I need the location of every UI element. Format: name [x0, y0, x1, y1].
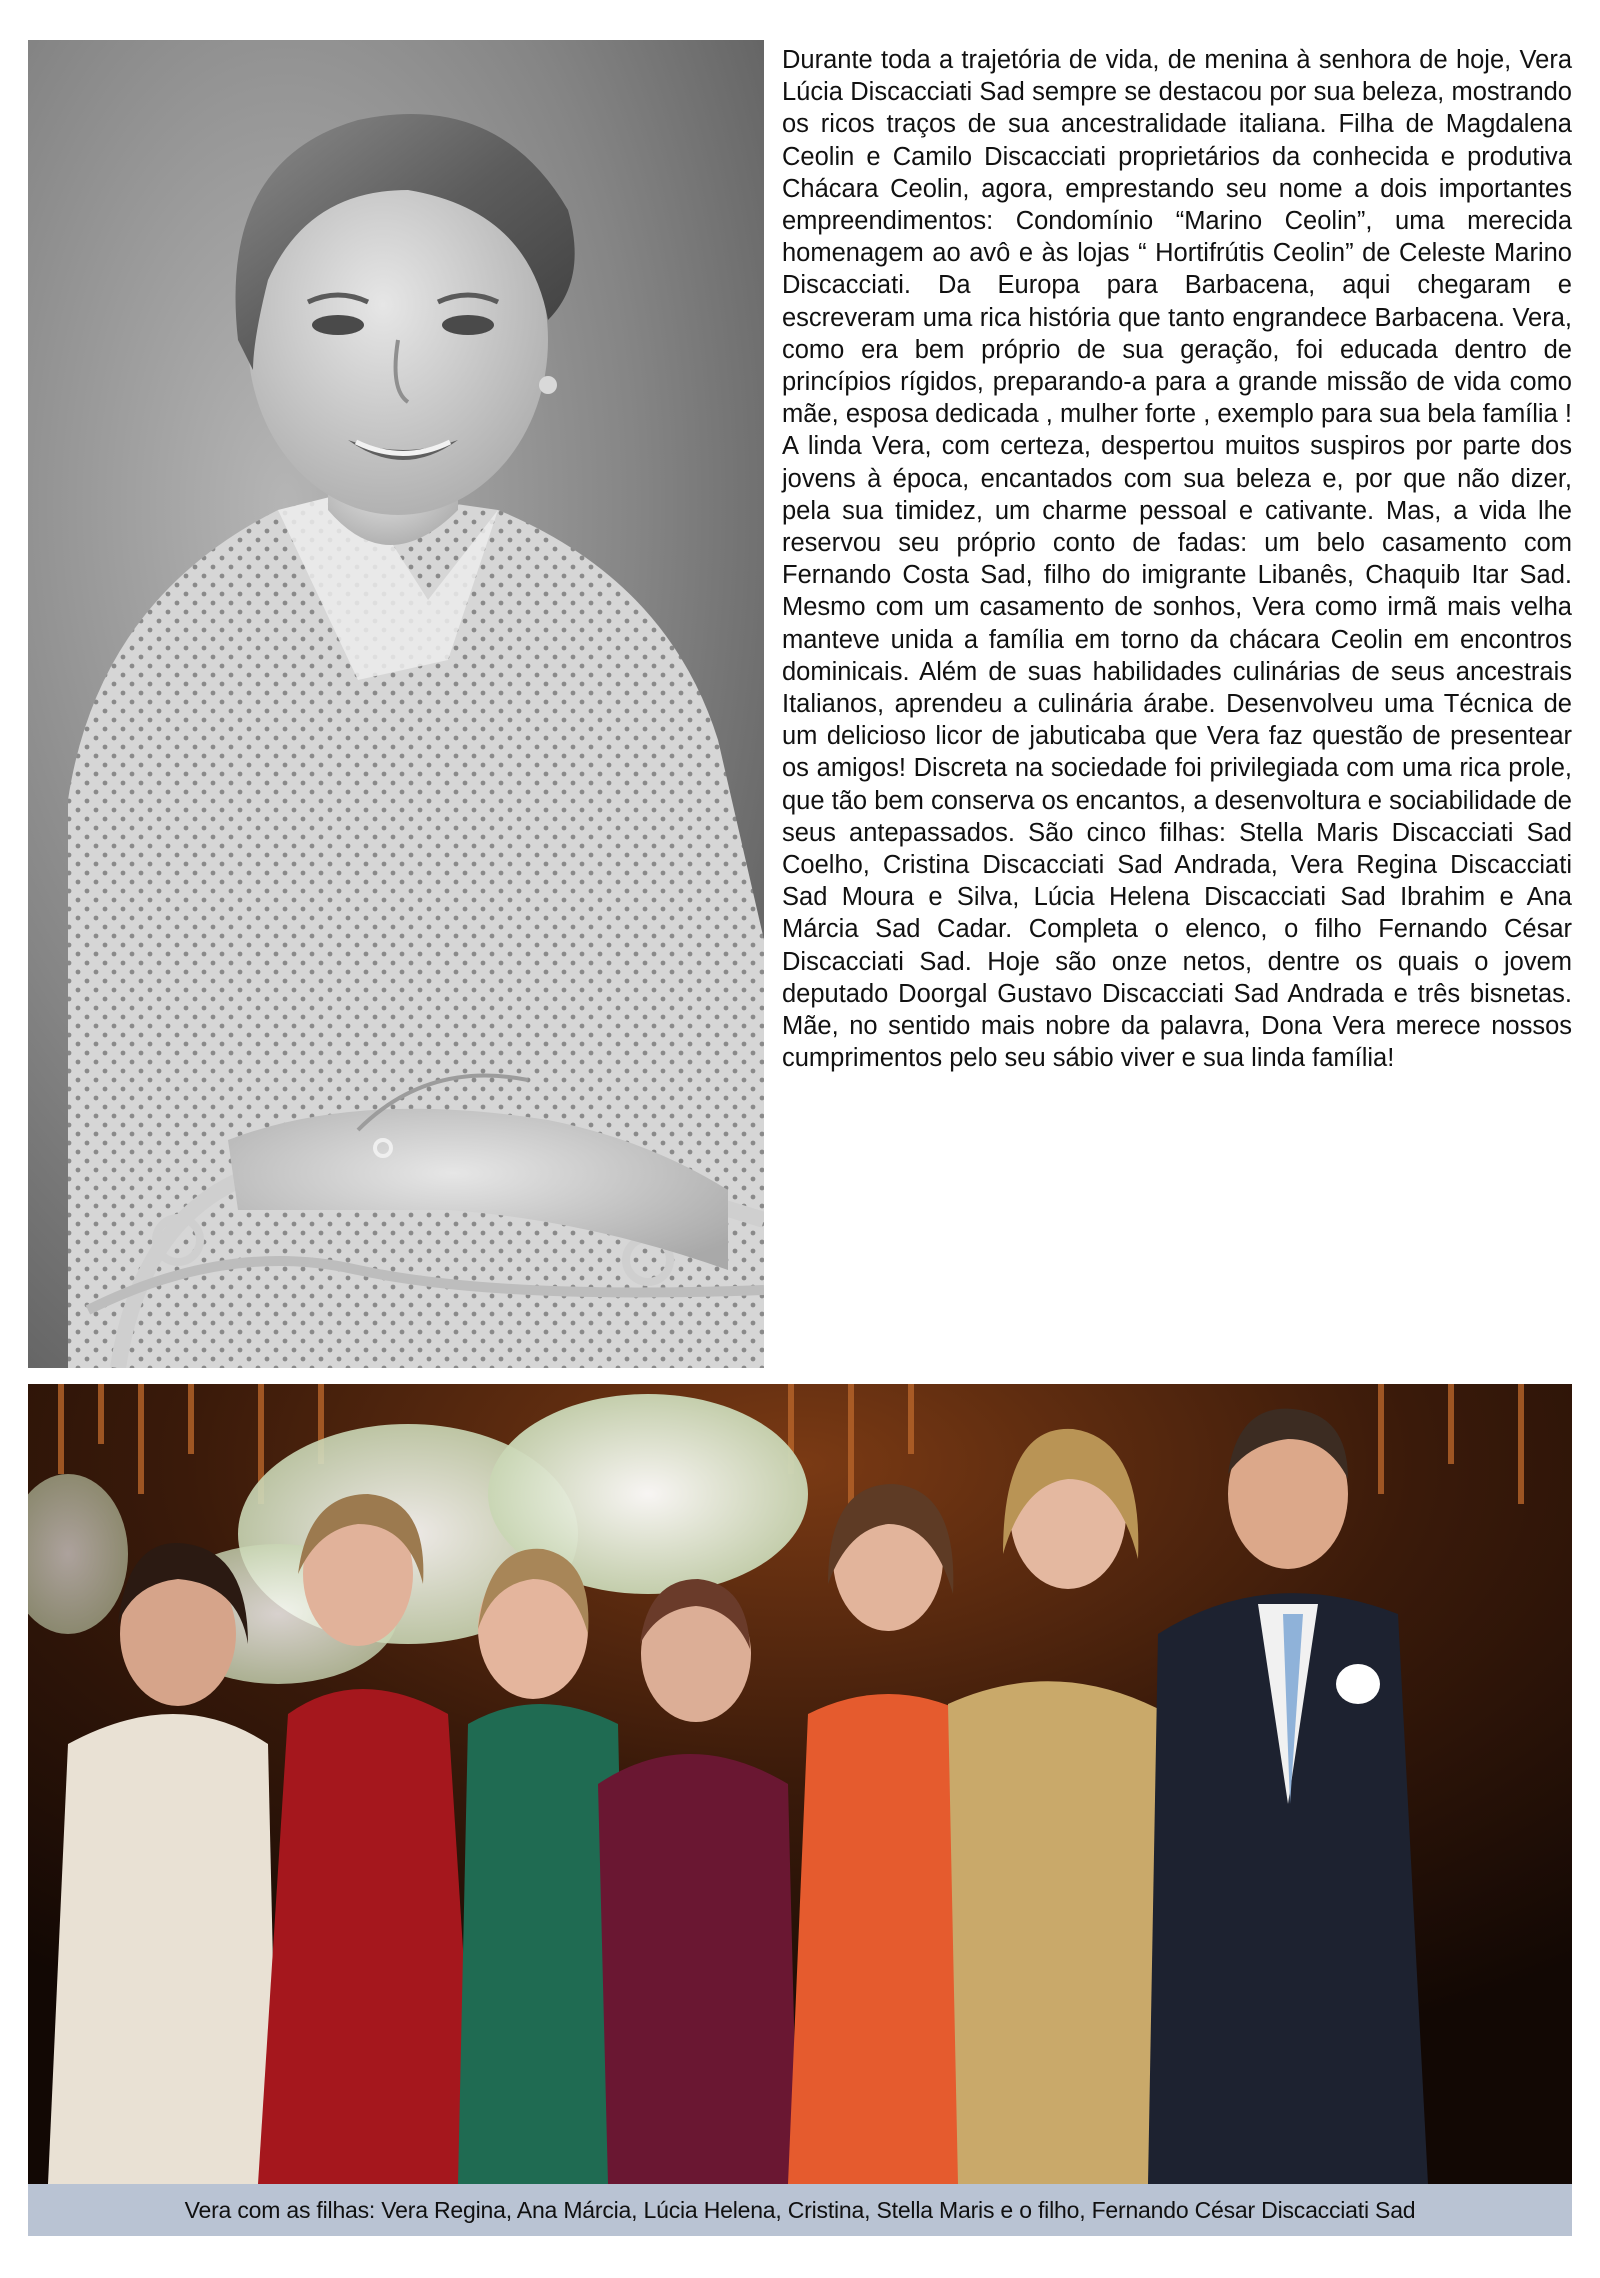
- photo-caption: Vera com as filhas: Vera Regina, Ana Márcia, Lúcia Helena, Cristina, Stella Maris e o filho, Fernando César Discacciati Sad: [184, 2196, 1416, 2223]
- portrait-illustration: [28, 40, 764, 1368]
- family-group-photo: [28, 1384, 1572, 2184]
- group-photo-illustration: [28, 1384, 1572, 2184]
- vintage-portrait-photo: [28, 40, 764, 1368]
- article-body: Durante toda a trajetória de vida, de menina à senhora de hoje, Vera Lúcia Discacciati Sad sempre se destacou por sua beleza, mostrando os ricos traços de sua ancestralidade italiana. Filha de Magdalena Ceolin e Camilo Discacciati proprietários da conhecida e produtiva Chácara Ceolin, agora, emprestando seu nome a dois importantes empreendimentos: Condomínio “Marino Ceolin”, uma merecida homenagem ao avô e às lojas “ Hortifrútis Ceolin” de Celeste Marino Discacciati. Da Europa para Barbacena, aqui chegaram e escreveram uma rica história que tanto engrandece Barbacena. Vera, como era bem próprio de sua geração, foi educada dentro de princípios rígidos, preparando-a para a grande missão de vida como mãe, esposa dedicada , mulher forte , exemplo para sua bela família ! A linda Vera, com certeza, despertou muitos suspiros por parte dos jovens à época, encantados com sua beleza e, por que não dizer, pela sua timidez, um charme pessoal e cativante. Mas, a vida lhe reservou seu próprio conto de fadas: um belo casamento com Fernando Costa Sad, filho do imigrante Libanês, Chaquib Itar Sad. Mesmo com um casamento de sonhos, Vera como irmã mais velha manteve unida a família em torno da chácara Ceolin em encontros dominicais. Além de suas habilidades culinárias de seus ancestrais Italianos, aprendeu a culinária árabe. Desenvolveu uma Técnica de um delicioso licor de jabuticaba que Vera faz questão de presentear os amigos! Discreta na sociedade foi privilegiada com uma rica prole, que tão bem conserva os encantos, a desenvoltura e sociabilidade de seus antepassados. São cinco filhas: Stella Maris Discacciati Sad Coelho, Cristina Discacciati Sad Andrada, Vera Regina Discacciati Sad Moura e Silva, Lúcia Helena Discacciati Sad Ibrahim e Ana Márcia Sad Cadar. Completa o elenco, o filho Fernando César Discacciati Sad. Hoje são onze netos, dentre os quais o jovem deputado Doorgal Gustavo Discacciati Sad Andrada e três bisnetas. Mãe, no sentido mais nobre da palavra, Dona Vera merece nossos cumprimentos pelo seu sábio viver e sua linda família!: [782, 46, 1572, 1073]
- photo-caption-bar: [28, 2184, 1572, 2236]
